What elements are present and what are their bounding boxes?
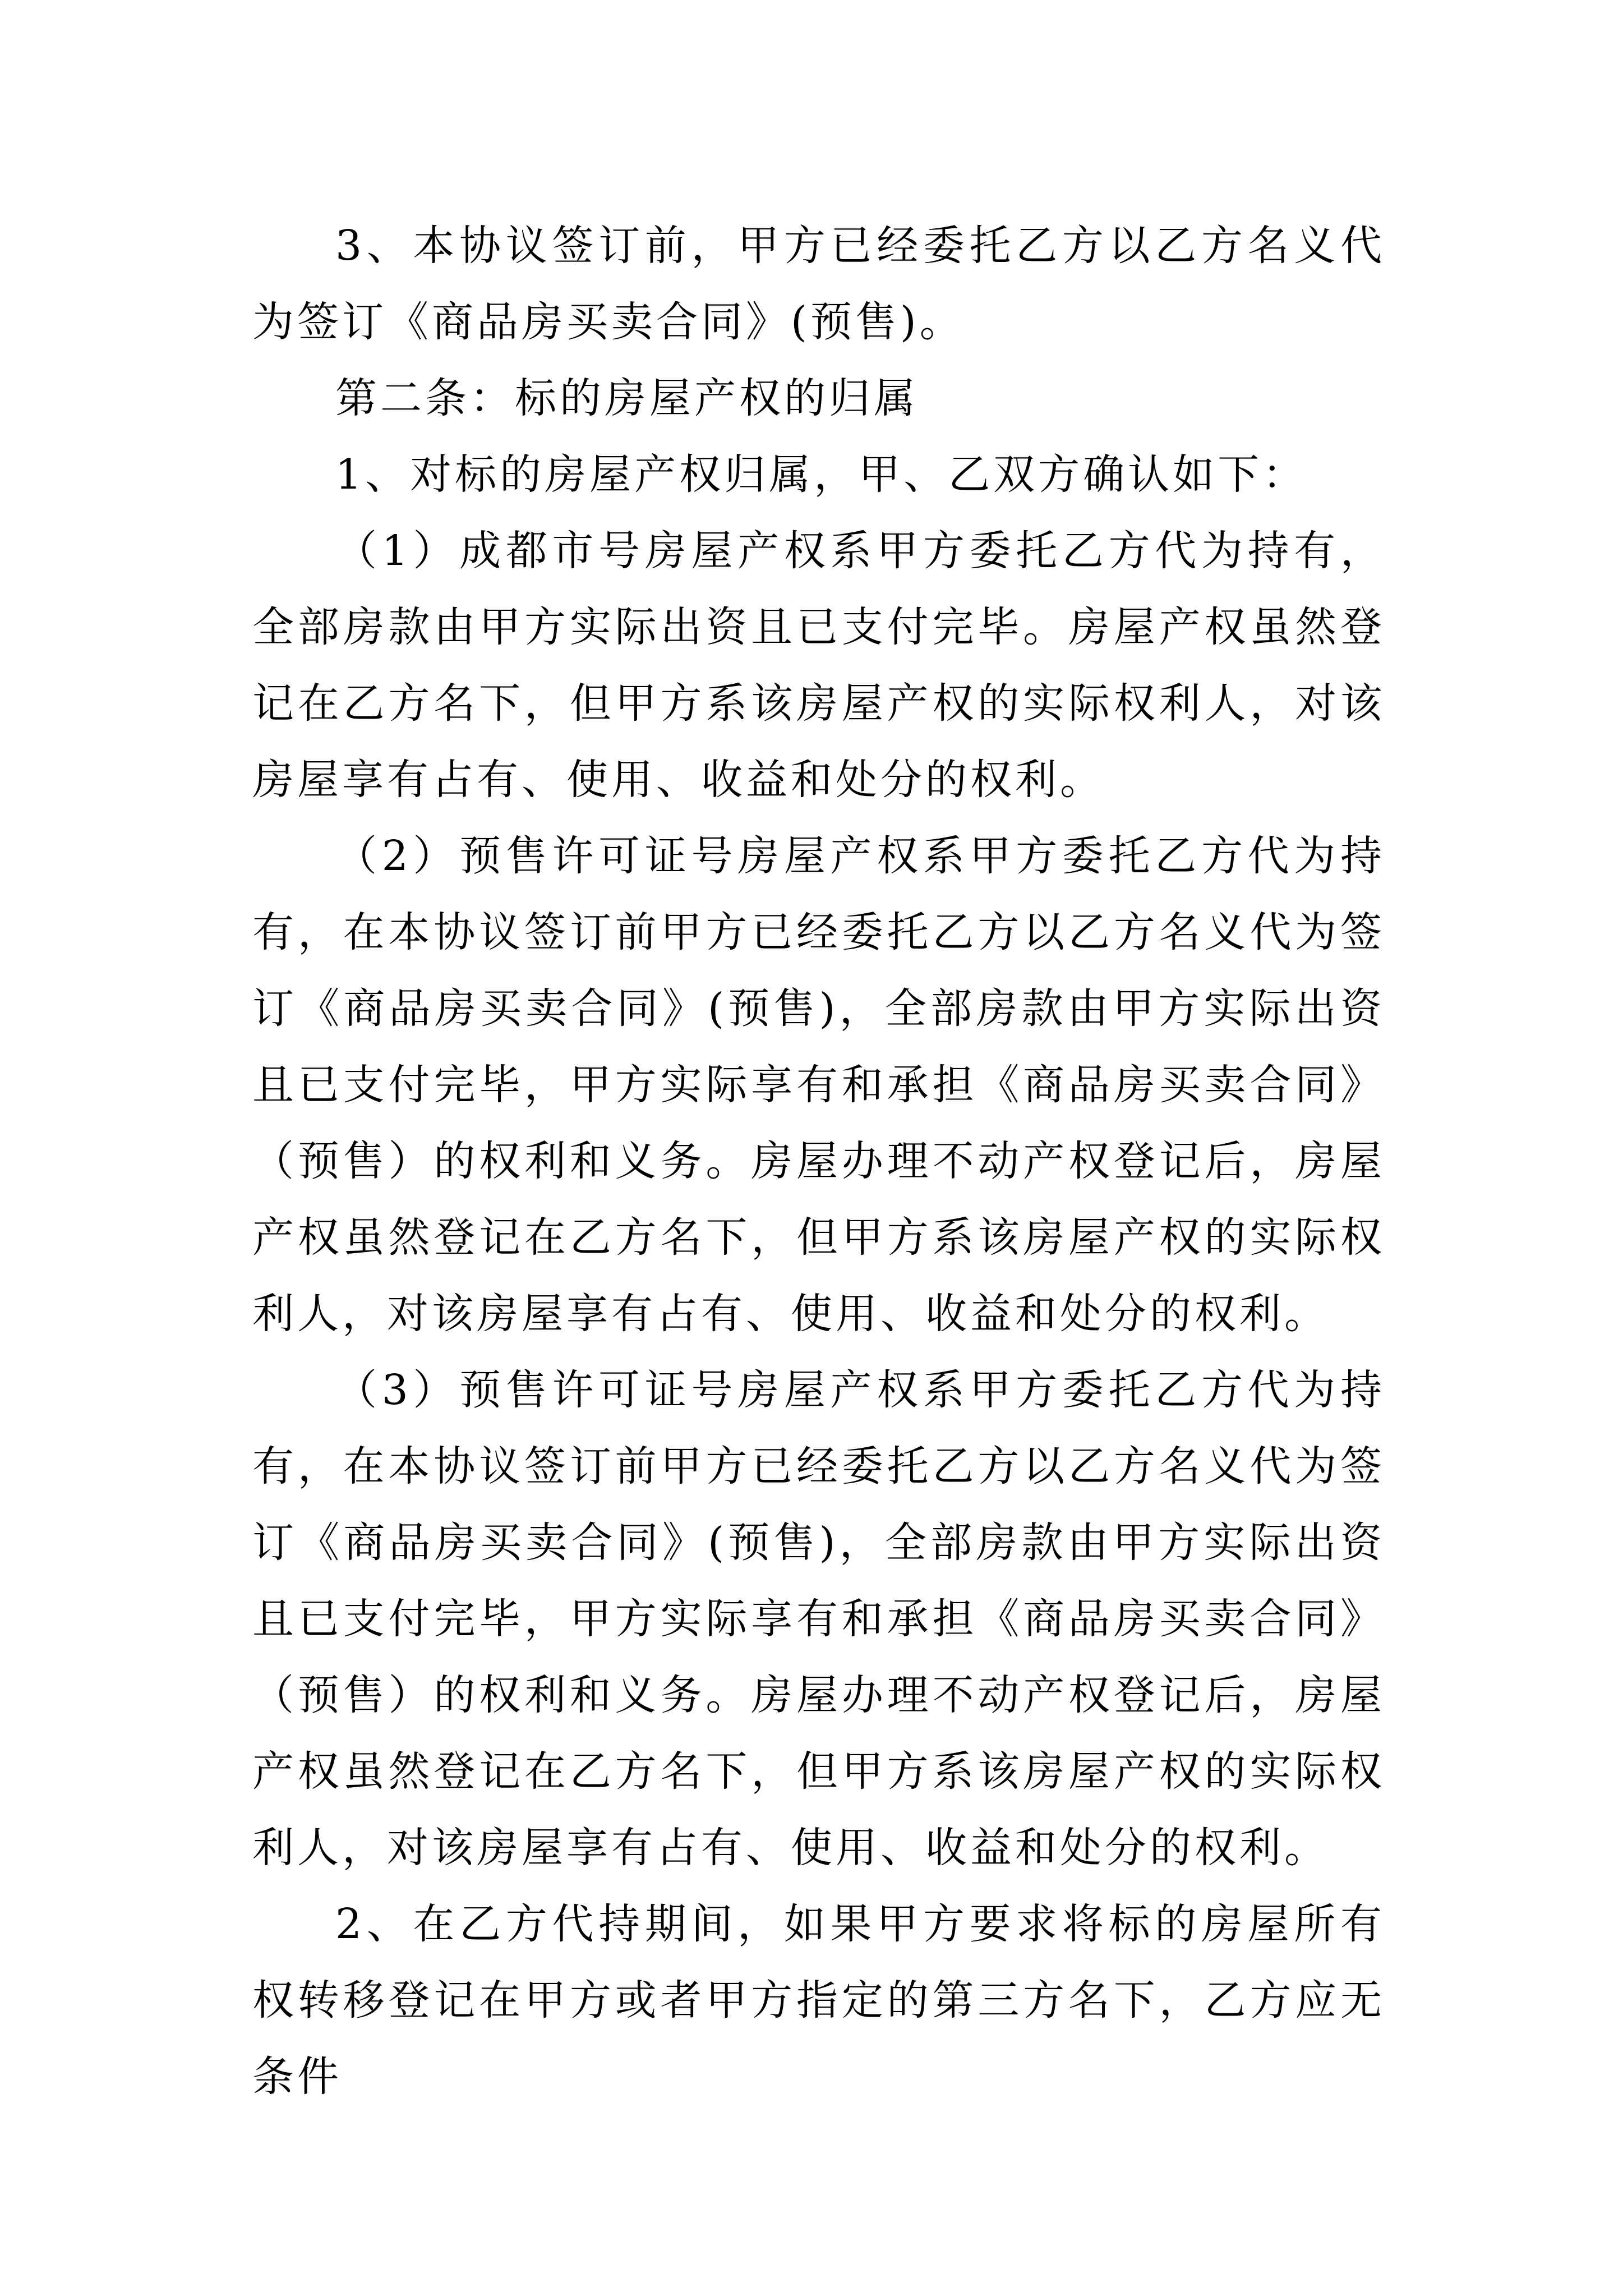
paragraph-subitem-1: （1）成都市号房屋产权系甲方委托乙方代为持有，全部房款由甲方实际出资且已支付完毕。房屋产权虽然登记在乙方名下，但甲方系该房屋产权的实际权利人，对该房屋享有占有、使用、收益和处分的权利。: [252, 527, 1385, 804]
paragraph-item-2: 2、在乙方代持期间，如果甲方要求将标的房屋所有权转移登记在甲方或者甲方指定的第三方名下，乙方应无条件: [252, 1900, 1385, 2101]
paragraph-subitem-3: （3）预售许可证号房屋产权系甲方委托乙方代为持有，在本协议签订前甲方已经委托乙方以乙方名义代为签订《商品房买卖合同》(预售)，全部房款由甲方实际出资且已支付完毕，甲方实际享有和承担《商品房买卖合同》（预售）的权利和义务。房屋办理不动产权登记后，房屋产权虽然登记在乙方名下，但甲方系该房屋产权的实际权利人，对该房屋享有占有、使用、收益和处分的权利。: [252, 1366, 1385, 1872]
paragraph-clause-3: 3、本协议签订前，甲方已经委托乙方以乙方名义代为签订《商品房买卖合同》(预售)。: [252, 222, 1385, 346]
document-body: [252, 208, 1385, 2115]
paragraph-item-1: 1、对标的房屋产权归属，甲、乙双方确认如下：: [335, 450, 1308, 499]
section-heading-article-2: 第二条：标的房屋产权的归属: [335, 374, 919, 422]
paragraph-subitem-2: （2）预售许可证号房屋产权系甲方委托乙方代为持有，在本协议签订前甲方已经委托乙方以乙方名义代为签订《商品房买卖合同》(预售)，全部房款由甲方实际出资且已支付完毕，甲方实际享有和承担《商品房买卖合同》（预售）的权利和义务。房屋办理不动产权登记后，房屋产权虽然登记在乙方名下，但甲方系该房屋产权的实际权利人，对该房屋享有占有、使用、收益和处分的权利。: [252, 832, 1385, 1338]
